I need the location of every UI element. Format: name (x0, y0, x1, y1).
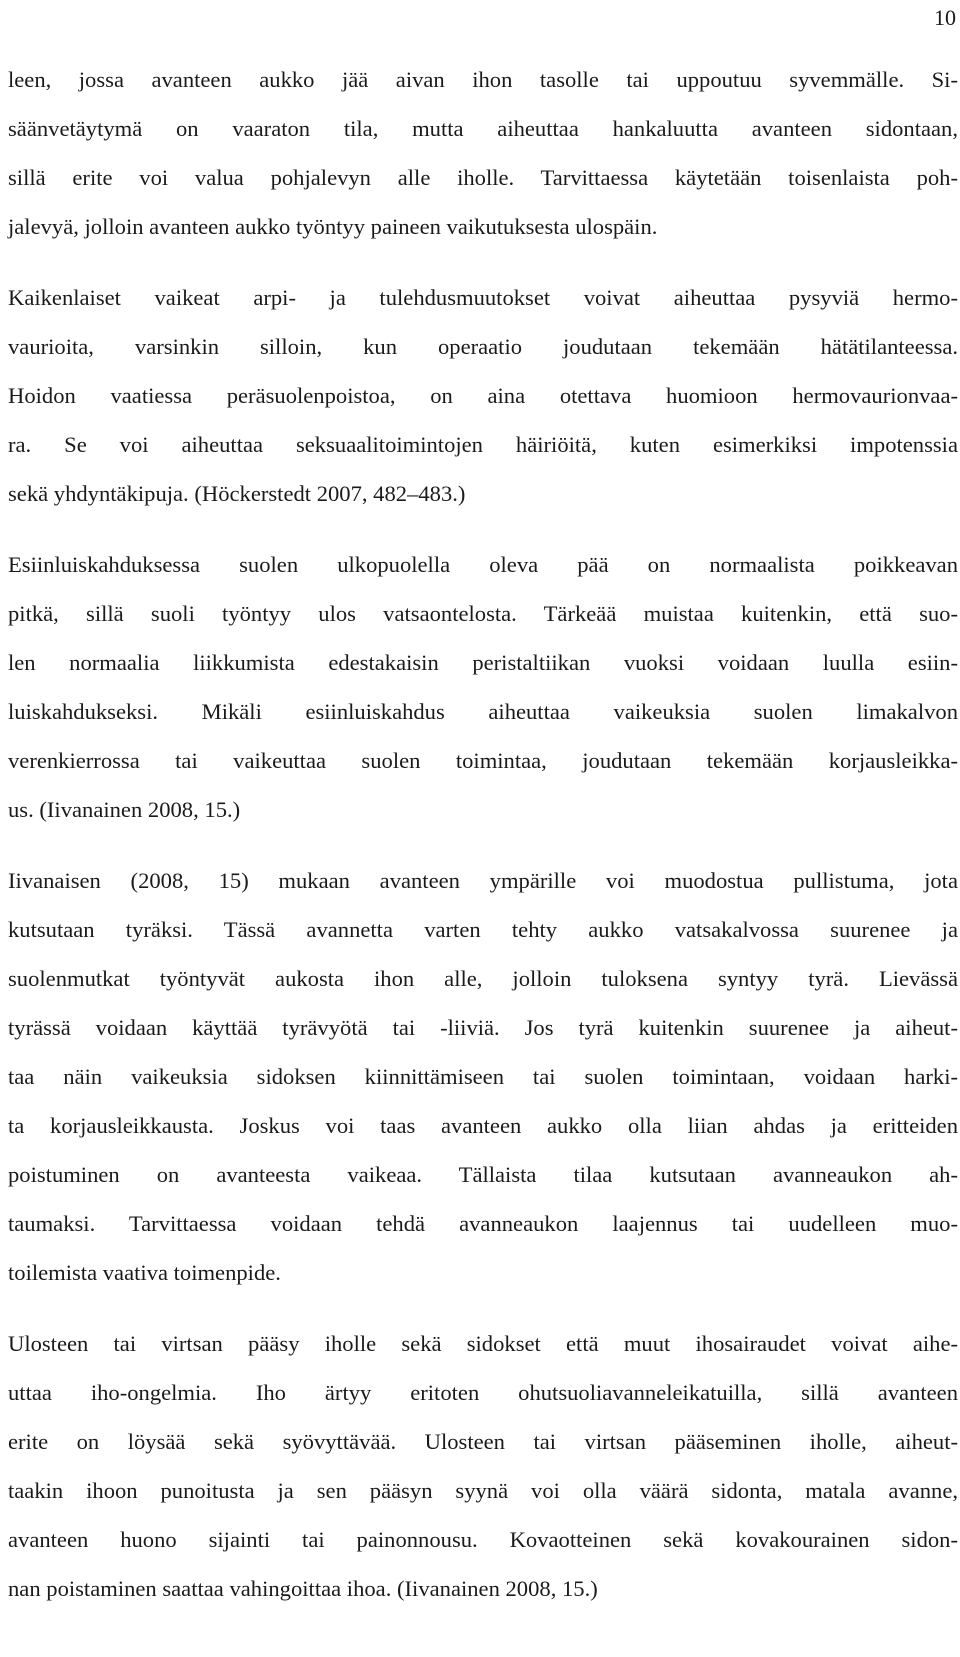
text-line: Ulosteen tai virtsan pääsy iholle sekä sidokset että muut ihosairaudet voivat aihe- (8, 1331, 958, 1356)
text-line: vaurioita, varsinkin silloin, kun operaatio joudutaan tekemään hätätilanteessa. (8, 334, 958, 359)
text-line: Esiinluiskahduksessa suolen ulkopuolella oleva pää on normaalista poikkeavan (8, 552, 958, 577)
text-line: sekä yhdyntäkipuja. (Höckerstedt 2007, 482–483.) (8, 481, 466, 506)
text-line: leen, jossa avanteen aukko jää aivan ihon tasolle tai uppoutuu syvemmälle. Si- (8, 67, 958, 92)
text-line: poistuminen on avanteesta vaikeaa. Tällaista tilaa kutsutaan avanneaukon ah- (8, 1162, 958, 1187)
text-line: avanteen huono sijainti tai painonnousu. Kovaotteinen sekä kovakourainen sidon- (8, 1527, 958, 1552)
text-line: pitkä, sillä suoli työntyy ulos vatsaontelosta. Tärkeää muistaa kuitenkin, että suo- (8, 601, 958, 626)
text-line: jalevyä, jolloin avanteen aukko työntyy paineen vaikutuksesta ulospäin. (8, 214, 658, 239)
text-line: taakin ihoon punoitusta ja sen pääsyn syynä voi olla väärä sidonta, matala avanne, (8, 1478, 958, 1503)
text-line: ra. Se voi aiheuttaa seksuaalitoimintojen häiriöitä, kuten esimerkiksi impotenssia (8, 432, 958, 457)
text-line: us. (Iivanainen 2008, 15.) (8, 797, 241, 822)
text-line: verenkierrossa tai vaikeuttaa suolen toimintaa, joudutaan tekemään korjausleikka- (8, 748, 958, 773)
text-line: erite on löysää sekä syövyttävää. Ulosteen tai virtsan pääseminen iholle, aiheut- (8, 1429, 958, 1454)
text-line: toilemista vaativa toimenpide. (8, 1260, 281, 1285)
text-line: taa näin vaikeuksia sidoksen kiinnittämiseen tai suolen toimintaan, voidaan harki- (8, 1064, 958, 1089)
text-line: Iivanaisen (2008, 15) mukaan avanteen ympärille voi muodostua pullistuma, jota (8, 868, 958, 893)
text-line: suolenmutkat työntyvät aukosta ihon alle, jolloin tuloksena syntyy tyrä. Lievässä (8, 966, 958, 991)
text-line: kutsutaan tyräksi. Tässä avannetta varten tehty aukko vatsakalvossa suurenee ja (8, 917, 958, 942)
text-line: Hoidon vaatiessa peräsuolenpoistoa, on aina otettava huomioon hermovaurionvaa- (8, 383, 958, 408)
text-line: säänvetäytymä on vaaraton tila, mutta aiheuttaa hankaluutta avanteen sidontaan, (8, 116, 958, 141)
page-number: 10 (934, 5, 956, 30)
text-line: nan poistaminen saattaa vahingoittaa ihoa. (Iivanainen 2008, 15.) (8, 1576, 598, 1601)
text-line: taumaksi. Tarvittaessa voidaan tehdä avanneaukon laajennus tai uudelleen muo- (8, 1211, 958, 1236)
text-line: ta korjausleikkausta. Joskus voi taas avanteen aukko olla liian ahdas ja eritteiden (8, 1113, 958, 1138)
text-line: len normaalia liikkumista edestakaisin peristaltiikan vuoksi voidaan luulla esiin- (8, 650, 958, 675)
text-line: uttaa iho-ongelmia. Iho ärtyy eritoten ohutsuoliavanneleikatuilla, sillä avanteen (8, 1380, 958, 1405)
text-line: tyrässä voidaan käyttää tyrävyötä tai -liiviä. Jos tyrä kuitenkin suurenee ja aiheut- (8, 1015, 958, 1040)
text-line: Kaikenlaiset vaikeat arpi- ja tulehdusmuutokset voivat aiheuttaa pysyviä hermo- (8, 285, 958, 310)
text-line: luiskahdukseksi. Mikäli esiinluiskahdus aiheuttaa vaikeuksia suolen limakalvon (8, 699, 958, 724)
text-line: sillä erite voi valua pohjalevyn alle iholle. Tarvittaessa käytetään toisenlaista poh- (8, 165, 958, 190)
